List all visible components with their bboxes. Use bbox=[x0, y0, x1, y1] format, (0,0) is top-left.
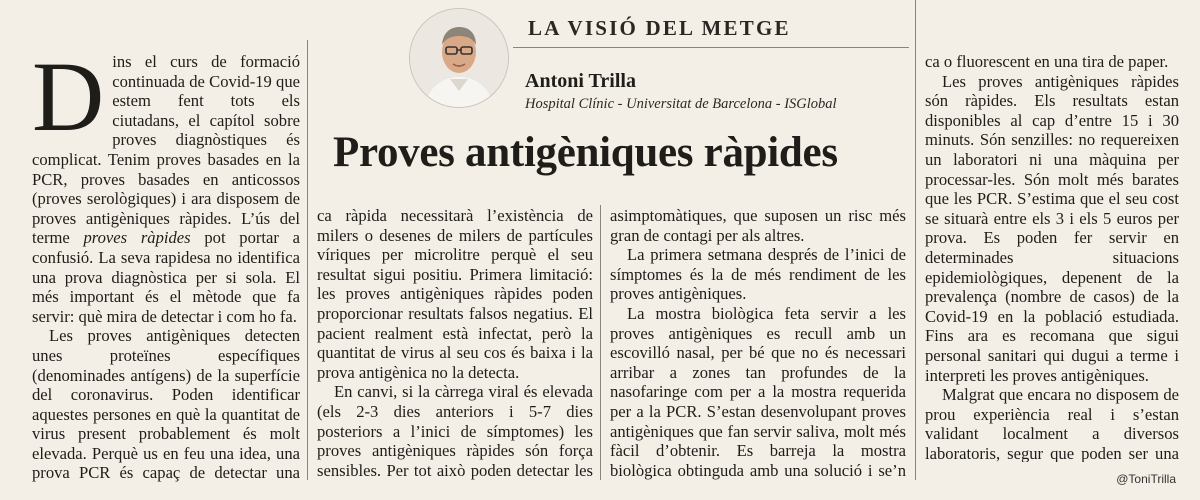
page-title: Proves antigèniques ràpides bbox=[333, 129, 838, 176]
author-affiliation: Hospital Clínic - Universitat de Barcelona - ISGlobal bbox=[525, 96, 837, 112]
article-column-2 bbox=[317, 206, 593, 482]
column-divider bbox=[600, 205, 601, 480]
top-rule bbox=[513, 47, 909, 48]
article-column-3 bbox=[610, 206, 906, 482]
article-paragraph: En canvi, si la càrrega viral és elevada (els 2-3 dies anteriors i 5-7 dies posteriors a l’inici de símptomes) les proves antigèniques ràpides són força sensibles. Per tot això poden detectar les bbox=[317, 382, 593, 480]
article-paragraph: asimptomàtiques, que suposen un risc més gran de contagi per als altres. bbox=[610, 206, 906, 245]
article-column-1 bbox=[32, 52, 300, 482]
section-kicker: LA VISIÓ DEL METGE bbox=[528, 16, 791, 40]
article-paragraph: ca o fluorescent en una tira de paper. bbox=[925, 52, 1169, 71]
article-paragraph: Malgrat que encara no disposem de prou experiència real i s’estan validant localment a diversos laboratoris, segur que poden ser una bbox=[925, 385, 1179, 462]
twitter-handle: @ToniTrilla bbox=[1116, 472, 1176, 486]
drop-cap: D bbox=[32, 52, 105, 152]
article-paragraph: La mostra biològica feta servir a les proves antigèniques es recull amb un escovilló nasal, per bé que no és necessari arribar a zones tan profundes de la nasofaringe com per a la mostra requerida per a la PCR. S’estan desenvolupant proves antigèniques que fan servir saliva, molt més fàcil d’obtenir. Es barreja la mostra biològica obtinguda amb una solució i se’n bbox=[610, 303, 906, 480]
article-paragraph: Les proves antigèniques detecten unes proteïnes específiques (denominades antígens) de la superfície del coronavirus. Poden identificar aquestes persones en què la quantitat de virus present probablement és molt elevada. Perquè us en feu una idea, una prova PCR és capaç de detectar una bbox=[32, 326, 300, 482]
article-paragraph: La primera setmana després de l’inici de símptomes és la de més rendiment de les proves antigèniques. bbox=[610, 245, 906, 304]
author-name: Antoni Trilla bbox=[525, 70, 636, 92]
article-column-4 bbox=[925, 52, 1179, 462]
column-divider bbox=[915, 0, 916, 480]
article-paragraph: Les proves antigèniques ràpides són ràpides. Els resultats estan disponibles al cap d’entre 15 i 30 minuts. Són senzilles: no requereixen un laboratori ni una màquina per processar-les. Són molt més barates que les PCR. S’estima que el seu cost se situarà entre els 3 i els 5 euros per prova. Es poden fer servir en determinades situacions epidemiològiques, depenent de la prevalença (nombre de casos) de la Covid-19 en la població estudiada. Fins ara es recomana que sigui personal sanitari qui dugui a terme i interpreti les proves antigèniques. bbox=[925, 71, 1179, 385]
article-paragraph: ca ràpida necessitarà l’existència de milers o desenes de milers de partícules víriques per microlitre perquè el seu resultat sigui positiu. Primera limitació: les proves antigèniques ràpides poden proporcionar resultats falsos negatius. El pacient realment està infectat, però la quantitat de virus al seu cos és baixa i la prova antigènica no la detecta. bbox=[317, 206, 593, 382]
column-divider bbox=[307, 40, 308, 480]
article-paragraph: Dins el curs de formació continuada de Covid-19 que estem fent tots els ciutadans, el capítol sobre proves diagnòstiques és complicat. Tenim proves basades en la PCR, proves basades en anticossos (proves serològiques) i ara disposem de proves antigèniques ràpides. L’ús del terme proves ràpides pot portar a confusió. La seva rapidesa no identifica una prova diagnòstica per si sola. El més important és el mètode que fa servir: què mira de detectar i com ho fa. bbox=[32, 52, 300, 326]
author-portrait bbox=[409, 8, 509, 108]
